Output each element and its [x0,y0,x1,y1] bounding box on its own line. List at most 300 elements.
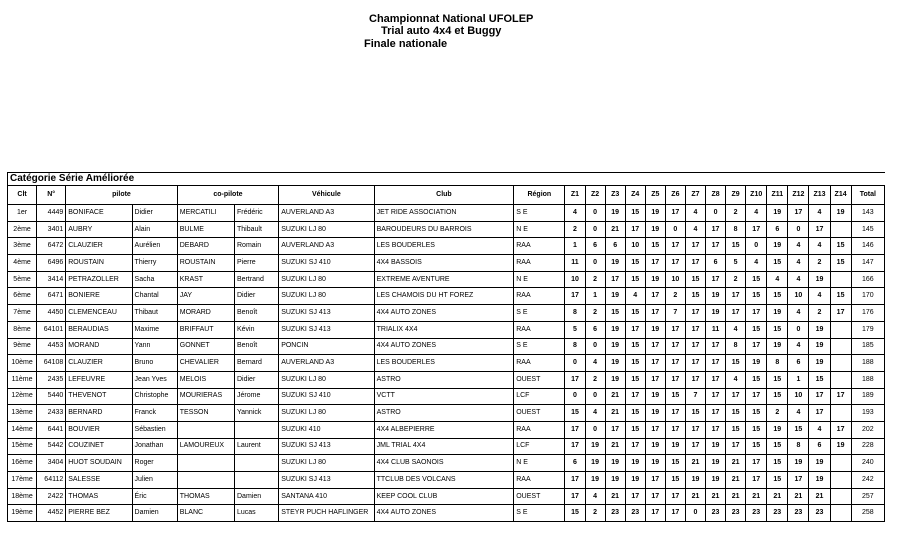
zone-score-cell: 17 [645,505,665,522]
zone-score-cell: 19 [645,438,665,455]
total-cell: 188 [851,371,884,388]
total-cell: 146 [851,238,884,255]
zone-score-cell: 4 [746,205,767,222]
pilot-lastname-cell: SALESSE [66,472,132,489]
document-title: Championnat National UFOLEP [369,13,534,25]
rank-cell: 5ème [8,271,37,288]
zone-score-cell: 21 [605,438,625,455]
zone-score-cell: 15 [767,472,788,489]
zone-score-cell: 0 [585,421,605,438]
zone-score-cell: 19 [706,472,726,489]
zone-score-cell: 4 [809,238,830,255]
rank-cell: 13ème [8,405,37,422]
zone-score-cell: 0 [585,205,605,222]
col-header-num: N° [37,186,66,205]
zone-score-cell: 17 [726,288,746,305]
pilot-firstname-cell: Julien [132,472,177,489]
zone-score-cell: 19 [746,355,767,372]
col-header-clt: Clt [8,186,37,205]
rank-cell: 6ème [8,288,37,305]
zone-score-cell: 17 [685,338,705,355]
copilot-firstname-cell: Didier [235,288,279,305]
zone-score-cell: 15 [605,305,625,322]
zone-score-cell: 17 [746,455,767,472]
rank-cell: 12ème [8,388,37,405]
col-header-pilote: pilote [66,186,178,205]
zone-score-cell: 19 [645,405,665,422]
col-header-zone: Z13 [809,186,830,205]
zone-score-cell: 17 [565,472,585,489]
zone-score-cell: 19 [809,355,830,372]
pilot-lastname-cell: ROUSTAIN [66,255,132,272]
zone-score-cell: 4 [788,305,809,322]
copilot-lastname-cell: LAMOUREUX [177,438,234,455]
number-cell: 2435 [37,371,66,388]
zone-score-cell: 19 [809,455,830,472]
zone-score-cell: 17 [665,338,685,355]
zone-score-cell: 4 [726,321,746,338]
zone-score-cell: 17 [706,338,726,355]
copilot-firstname-cell: Lucas [235,505,279,522]
zone-score-cell: 2 [585,305,605,322]
pilot-firstname-cell: Jonathan [132,438,177,455]
table-row [8,505,885,522]
copilot-lastname-cell: BLANC [177,505,234,522]
vehicle-cell: SUZUKI SJ 413 [279,438,374,455]
number-cell: 64112 [37,472,66,489]
zone-score-cell: 17 [685,305,705,322]
zone-score-cell: 21 [726,488,746,505]
zone-score-cell: 15 [726,405,746,422]
zone-score-cell: 15 [746,438,767,455]
zone-score-cell: 15 [746,271,767,288]
col-header-zone: Z7 [685,186,705,205]
copilot-firstname-cell [235,472,279,489]
number-cell: 5440 [37,388,66,405]
zone-score-cell: 15 [665,472,685,489]
zone-score-cell: 21 [726,455,746,472]
club-cell: 4X4 BASSOIS [374,255,514,272]
vehicle-cell: SUZUKI SJ 413 [279,305,374,322]
zone-score-cell: 1 [565,238,585,255]
zone-score-cell: 17 [665,238,685,255]
zone-score-cell: 21 [746,488,767,505]
zone-score-cell: 15 [726,421,746,438]
total-cell: 166 [851,271,884,288]
zone-score-cell: 15 [726,238,746,255]
number-cell: 64101 [37,321,66,338]
club-cell: EXTREME AVENTURE [374,271,514,288]
pilot-lastname-cell: MORAND [66,338,132,355]
vehicle-cell: SUZUKI LJ 80 [279,455,374,472]
zone-score-cell: 19 [685,472,705,489]
pilot-firstname-cell: Éric [132,488,177,505]
zone-score-cell: 4 [685,221,705,238]
zone-score-cell: 17 [809,221,830,238]
col-header-zone: Z6 [665,186,685,205]
zone-score-cell: 4 [767,271,788,288]
zone-score-cell: 19 [767,238,788,255]
copilot-lastname-cell: BULME [177,221,234,238]
zone-score-cell: 6 [565,455,585,472]
zone-score-cell: 6 [767,221,788,238]
zone-score-cell [830,271,851,288]
zone-score-cell: 15 [665,388,685,405]
total-cell: 193 [851,405,884,422]
zone-score-cell: 17 [685,355,705,372]
number-cell: 6496 [37,255,66,272]
zone-score-cell: 15 [746,421,767,438]
pilot-firstname-cell: Alain [132,221,177,238]
total-cell: 240 [851,455,884,472]
zone-score-cell: 21 [605,388,625,405]
number-cell: 2422 [37,488,66,505]
copilot-firstname-cell: Yannick [235,405,279,422]
zone-score-cell: 15 [830,288,851,305]
col-header-zone: Z8 [706,186,726,205]
number-cell: 4452 [37,505,66,522]
copilot-firstname-cell: Damien [235,488,279,505]
zone-score-cell: 19 [585,455,605,472]
table-header-row [8,186,885,205]
zone-score-cell: 19 [809,271,830,288]
number-cell: 64108 [37,355,66,372]
club-cell: BAROUDEURS DU BARROIS [374,221,514,238]
rank-cell: 4ème [8,255,37,272]
region-cell: RAA [514,255,565,272]
zone-score-cell: 17 [726,305,746,322]
col-header-zone: Z4 [625,186,645,205]
zone-score-cell: 17 [565,288,585,305]
zone-score-cell: 0 [585,255,605,272]
zone-score-cell: 19 [767,305,788,322]
vehicle-cell: SUZUKI LJ 80 [279,271,374,288]
zone-score-cell: 0 [585,388,605,405]
copilot-lastname-cell: JAY [177,288,234,305]
zone-score-cell: 17 [645,338,665,355]
zone-score-cell: 15 [767,455,788,472]
total-cell: 242 [851,472,884,489]
zone-score-cell: 4 [625,288,645,305]
zone-score-cell: 23 [605,505,625,522]
zone-score-cell: 17 [830,305,851,322]
zone-score-cell: 17 [625,388,645,405]
zone-score-cell: 19 [645,271,665,288]
zone-score-cell: 17 [706,271,726,288]
table-row [8,205,885,222]
zone-score-cell: 0 [706,205,726,222]
zone-score-cell: 7 [665,305,685,322]
zone-score-cell: 4 [788,271,809,288]
zone-score-cell: 0 [788,321,809,338]
zone-score-cell: 15 [665,455,685,472]
zone-score-cell: 1 [788,371,809,388]
copilot-firstname-cell: Didier [235,371,279,388]
table-row [8,488,885,505]
zone-score-cell: 17 [645,288,665,305]
club-cell: KEEP COOL CLUB [374,488,514,505]
zone-score-cell: 8 [726,221,746,238]
club-cell: 4X4 AUTO ZONES [374,505,514,522]
copilot-lastname-cell: CHEVALIER [177,355,234,372]
zone-score-cell: 19 [625,472,645,489]
number-cell: 5442 [37,438,66,455]
total-cell: 258 [851,505,884,522]
pilot-lastname-cell: THOMAS [66,488,132,505]
zone-score-cell: 17 [685,255,705,272]
zone-score-cell: 4 [746,255,767,272]
region-cell: S E [514,205,565,222]
vehicle-cell: SANTANA 410 [279,488,374,505]
zone-score-cell: 15 [625,271,645,288]
zone-score-cell: 0 [685,505,705,522]
col-header-zone: Z10 [746,186,767,205]
zone-score-cell: 15 [746,288,767,305]
zone-score-cell: 15 [685,288,705,305]
zone-score-cell: 17 [830,388,851,405]
zone-score-cell: 4 [788,405,809,422]
zone-score-cell: 19 [767,338,788,355]
pilot-firstname-cell: Yann [132,338,177,355]
zone-score-cell: 23 [746,505,767,522]
zone-score-cell [830,371,851,388]
vehicle-cell: SUZUKI LJ 80 [279,371,374,388]
pilot-lastname-cell: BERNARD [66,405,132,422]
club-cell: ASTRO [374,371,514,388]
region-cell: RAA [514,355,565,372]
zone-score-cell: 17 [706,421,726,438]
zone-score-cell: 0 [788,221,809,238]
total-cell: 145 [851,221,884,238]
zone-score-cell: 2 [809,305,830,322]
zone-score-cell: 17 [665,488,685,505]
zone-score-cell: 17 [685,321,705,338]
total-cell: 185 [851,338,884,355]
zone-score-cell: 17 [625,221,645,238]
zone-score-cell: 4 [726,371,746,388]
zone-score-cell: 23 [767,505,788,522]
zone-score-cell: 21 [685,455,705,472]
zone-score-cell: 19 [809,321,830,338]
zone-score-cell: 17 [706,405,726,422]
zone-score-cell: 21 [726,472,746,489]
pilot-lastname-cell: LEFEUVRE [66,371,132,388]
zone-score-cell: 17 [605,421,625,438]
zone-score-cell: 19 [830,438,851,455]
vehicle-cell: SUZUKI LJ 80 [279,221,374,238]
zone-score-cell: 17 [706,388,726,405]
zone-score-cell: 19 [605,338,625,355]
col-header-vehicule: Véhicule [279,186,374,205]
table-row [8,371,885,388]
region-cell: RAA [514,421,565,438]
club-cell: TRIALIX 4X4 [374,321,514,338]
pilot-lastname-cell: BONIERE [66,288,132,305]
zone-score-cell: 6 [788,355,809,372]
zone-score-cell: 15 [565,405,585,422]
total-cell: 202 [851,421,884,438]
zone-score-cell: 17 [625,321,645,338]
copilot-firstname-cell: Thibault [235,221,279,238]
copilot-lastname-cell: GONNET [177,338,234,355]
zone-score-cell: 4 [685,205,705,222]
copilot-lastname-cell: MORARD [177,305,234,322]
rank-cell: 16ème [8,455,37,472]
copilot-firstname-cell: Frédéric [235,205,279,222]
zone-score-cell: 0 [665,221,685,238]
zone-score-cell: 19 [585,472,605,489]
zone-score-cell: 15 [809,371,830,388]
zone-score-cell: 1 [585,288,605,305]
zone-score-cell: 15 [625,205,645,222]
copilot-firstname-cell: Bernard [235,355,279,372]
total-cell: 189 [851,388,884,405]
zone-score-cell: 19 [809,338,830,355]
zone-score-cell: 4 [788,338,809,355]
zone-score-cell: 17 [685,438,705,455]
pilot-lastname-cell: CLAUZIER [66,355,132,372]
copilot-lastname-cell: KRAST [177,271,234,288]
region-cell: LCF [514,438,565,455]
vehicle-cell: SUZUKI SJ 410 [279,255,374,272]
pilot-lastname-cell: HUOT SOUDAIN [66,455,132,472]
rank-cell: 1er [8,205,37,222]
zone-score-cell: 17 [746,305,767,322]
copilot-lastname-cell [177,455,234,472]
copilot-firstname-cell [235,421,279,438]
zone-score-cell: 15 [625,371,645,388]
document-subtitle: Trial auto 4x4 et Buggy [381,25,502,37]
copilot-lastname-cell: MELOIS [177,371,234,388]
zone-score-cell: 8 [767,355,788,372]
club-cell: 4X4 ALBEPIERRE [374,421,514,438]
zone-score-cell: 17 [706,238,726,255]
table-row [8,305,885,322]
number-cell: 6441 [37,421,66,438]
vehicle-cell: PONCIN [279,338,374,355]
zone-score-cell: 19 [767,421,788,438]
region-cell: N E [514,271,565,288]
club-cell: TTCLUB DES VOLCANS [374,472,514,489]
pilot-lastname-cell: BONIFACE [66,205,132,222]
pilot-firstname-cell: Bruno [132,355,177,372]
zone-score-cell: 19 [706,288,726,305]
zone-score-cell: 6 [585,321,605,338]
zone-score-cell: 17 [665,321,685,338]
zone-score-cell: 15 [625,305,645,322]
copilot-lastname-cell: MOURIERAS [177,388,234,405]
zone-score-cell: 17 [685,421,705,438]
pilot-lastname-cell: CLEMENCEAU [66,305,132,322]
zone-score-cell: 4 [585,488,605,505]
zone-score-cell: 19 [605,371,625,388]
zone-score-cell: 15 [625,338,645,355]
pilot-firstname-cell: Maxime [132,321,177,338]
zone-score-cell: 21 [685,488,705,505]
zone-score-cell: 17 [665,421,685,438]
zone-score-cell: 15 [767,255,788,272]
zone-score-cell: 17 [685,371,705,388]
zone-score-cell: 4 [788,238,809,255]
copilot-lastname-cell: ROUSTAIN [177,255,234,272]
col-header-zone: Z1 [565,186,585,205]
zone-score-cell: 19 [706,455,726,472]
vehicle-cell: SUZUKI LJ 80 [279,405,374,422]
pilot-firstname-cell: Didier [132,205,177,222]
zone-score-cell: 4 [809,288,830,305]
zone-score-cell: 23 [809,505,830,522]
results-table [7,172,885,522]
zone-score-cell: 2 [726,271,746,288]
table-row [8,455,885,472]
zone-score-cell: 17 [788,472,809,489]
zone-score-cell: 15 [767,288,788,305]
total-cell: 257 [851,488,884,505]
total-cell: 170 [851,288,884,305]
club-cell: 4X4 AUTO ZONES [374,338,514,355]
zone-score-cell: 19 [605,205,625,222]
zone-score-cell: 17 [625,438,645,455]
table-row [8,388,885,405]
zone-score-cell: 19 [605,321,625,338]
zone-score-cell: 17 [809,405,830,422]
pilot-firstname-cell: Aurélien [132,238,177,255]
table-row [8,338,885,355]
table-row [8,472,885,489]
zone-score-cell: 6 [585,238,605,255]
pilot-lastname-cell: AUBRY [66,221,132,238]
region-cell: RAA [514,288,565,305]
zone-score-cell: 15 [726,355,746,372]
zone-score-cell: 10 [565,271,585,288]
zone-score-cell [830,221,851,238]
rank-cell: 9ème [8,338,37,355]
zone-score-cell [830,488,851,505]
copilot-lastname-cell: DEBARD [177,238,234,255]
zone-score-cell: 19 [645,455,665,472]
copilot-firstname-cell [235,455,279,472]
zone-score-cell: 4 [585,405,605,422]
copilot-lastname-cell: TESSON [177,405,234,422]
zone-score-cell: 15 [767,321,788,338]
number-cell: 3404 [37,455,66,472]
zone-score-cell: 4 [809,421,830,438]
zone-score-cell [830,472,851,489]
col-header-zone: Z5 [645,186,665,205]
zone-score-cell: 19 [830,205,851,222]
zone-score-cell: 8 [565,305,585,322]
copilot-lastname-cell [177,421,234,438]
zone-score-cell: 4 [809,205,830,222]
copilot-firstname-cell: Kévin [235,321,279,338]
pilot-firstname-cell: Chantal [132,288,177,305]
zone-score-cell: 17 [665,205,685,222]
col-header-region: Région [514,186,565,205]
zone-score-cell: 17 [809,388,830,405]
zone-score-cell: 15 [746,321,767,338]
zone-score-cell: 0 [585,338,605,355]
vehicle-cell: AUVERLAND A3 [279,355,374,372]
total-cell: 143 [851,205,884,222]
region-cell: S E [514,305,565,322]
vehicle-cell: AUVERLAND A3 [279,238,374,255]
zone-score-cell: 4 [788,255,809,272]
total-cell: 176 [851,305,884,322]
club-cell: ASTRO [374,405,514,422]
zone-score-cell: 23 [706,505,726,522]
col-header-club: Club [374,186,514,205]
rank-cell: 2ème [8,221,37,238]
